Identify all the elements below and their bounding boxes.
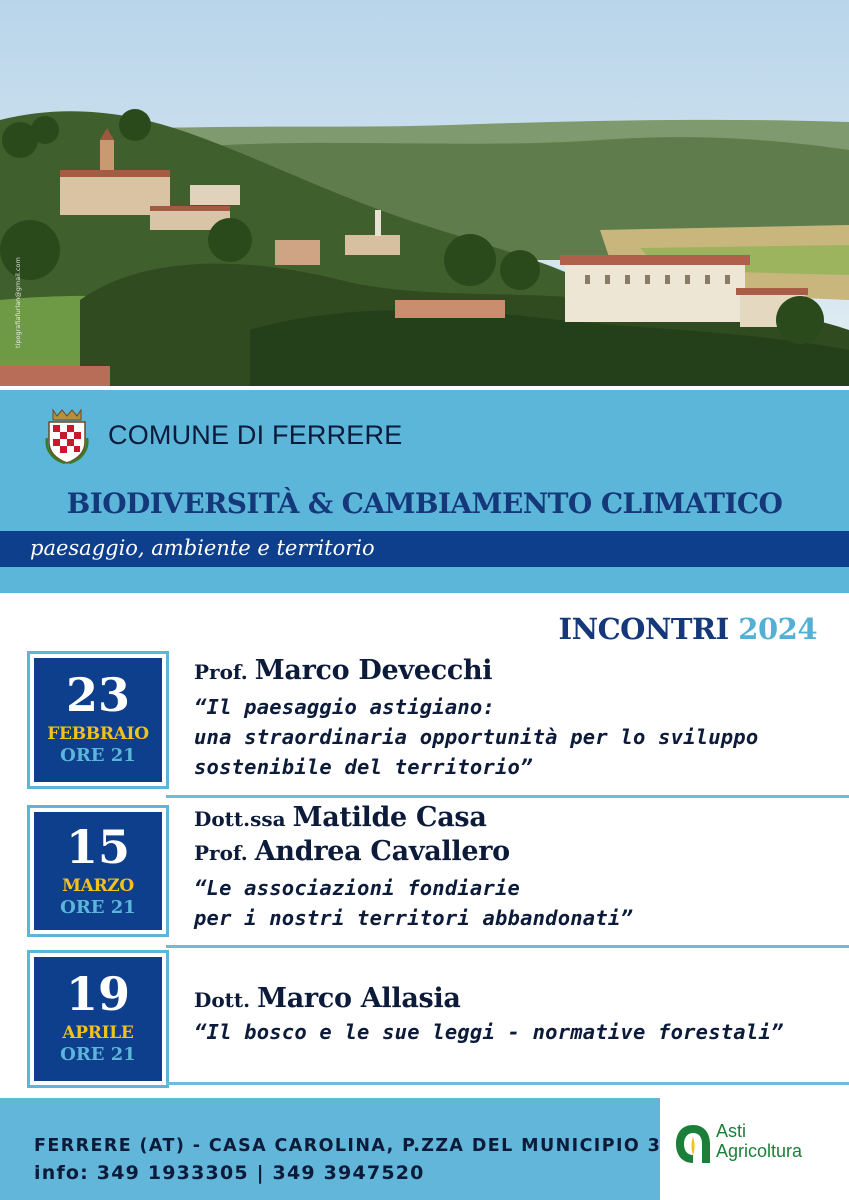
comune-name: COMUNE DI FERRERE [108,420,403,450]
speaker-title: Dott. [194,988,251,1012]
talk-line: una straordinaria opportunità per lo sviluppo [194,725,759,749]
event-speaker [194,836,510,867]
footer-address: FERRERE (AT) - CASA CAROLINA, P.ZZA DEL MUNICIPIO 3 [34,1136,662,1156]
speaker-name: Matilde Casa [292,802,487,833]
talk-line: per i nostri territori abbandonati” [194,906,633,930]
footer-info: info: 349 1933305 | 349 3947520 [34,1162,425,1184]
event-day: 23 [65,668,130,722]
event-month: MARZO [62,876,134,896]
event-time: ORE 21 [60,897,136,918]
speaker-title: Dott.ssa [194,807,286,831]
event-date-box [30,953,166,1085]
speaker-title: Prof. [194,660,248,684]
hills-village-illustration [0,0,849,386]
talk-line: “Il paesaggio astigiano: [194,695,496,719]
speaker-title: Prof. [194,841,248,865]
talk-line: “Le associazioni fondiarie [194,876,521,900]
page-subtitle: paesaggio, ambiente e territorio [30,536,375,560]
asti-agricoltura-logo-icon [673,1122,713,1166]
talk-line: sostenibile del territorio” [194,755,533,779]
event-talk [194,692,758,782]
talk-line: “Il bosco e le sue leggi - normative forestali” [194,1020,784,1044]
event-month: FEBBRAIO [47,724,149,744]
speaker-name: Marco Devecchi [254,655,493,686]
page-title: BIODIVERSITÀ & CAMBIAMENTO CLIMATICO [66,487,783,520]
logo-text-line: Agricoltura [716,1141,803,1161]
event-month: APRILE [62,1023,134,1043]
event-date-box [30,808,166,934]
program-heading [559,612,818,646]
event-time: ORE 21 [60,1044,136,1065]
speaker-name: Andrea Cavallero [254,836,510,867]
program-heading-label: INCONTRI [558,612,729,646]
photo-credit: tipografiafurlan@gmail.com [14,257,22,348]
event-day: 19 [65,967,130,1021]
event-speaker [194,655,492,686]
speaker-name: Marco Allasia [257,983,461,1014]
coat-of-arms-icon [45,408,89,464]
logo-text-line: Asti [716,1121,747,1141]
event-date-box [30,654,166,786]
event-talk [194,1017,783,1047]
event-talk [194,873,633,933]
event-speaker [194,802,487,833]
landscape-photo [0,0,849,386]
divider [0,386,849,390]
event-time: ORE 21 [60,745,136,766]
event-divider [166,945,849,948]
event-speaker [194,983,461,1014]
event-divider [166,1082,849,1085]
event-day: 15 [65,820,130,874]
program-year: 2024 [738,612,817,646]
asti-agricoltura-logo [716,1121,802,1161]
event-divider [166,795,849,798]
